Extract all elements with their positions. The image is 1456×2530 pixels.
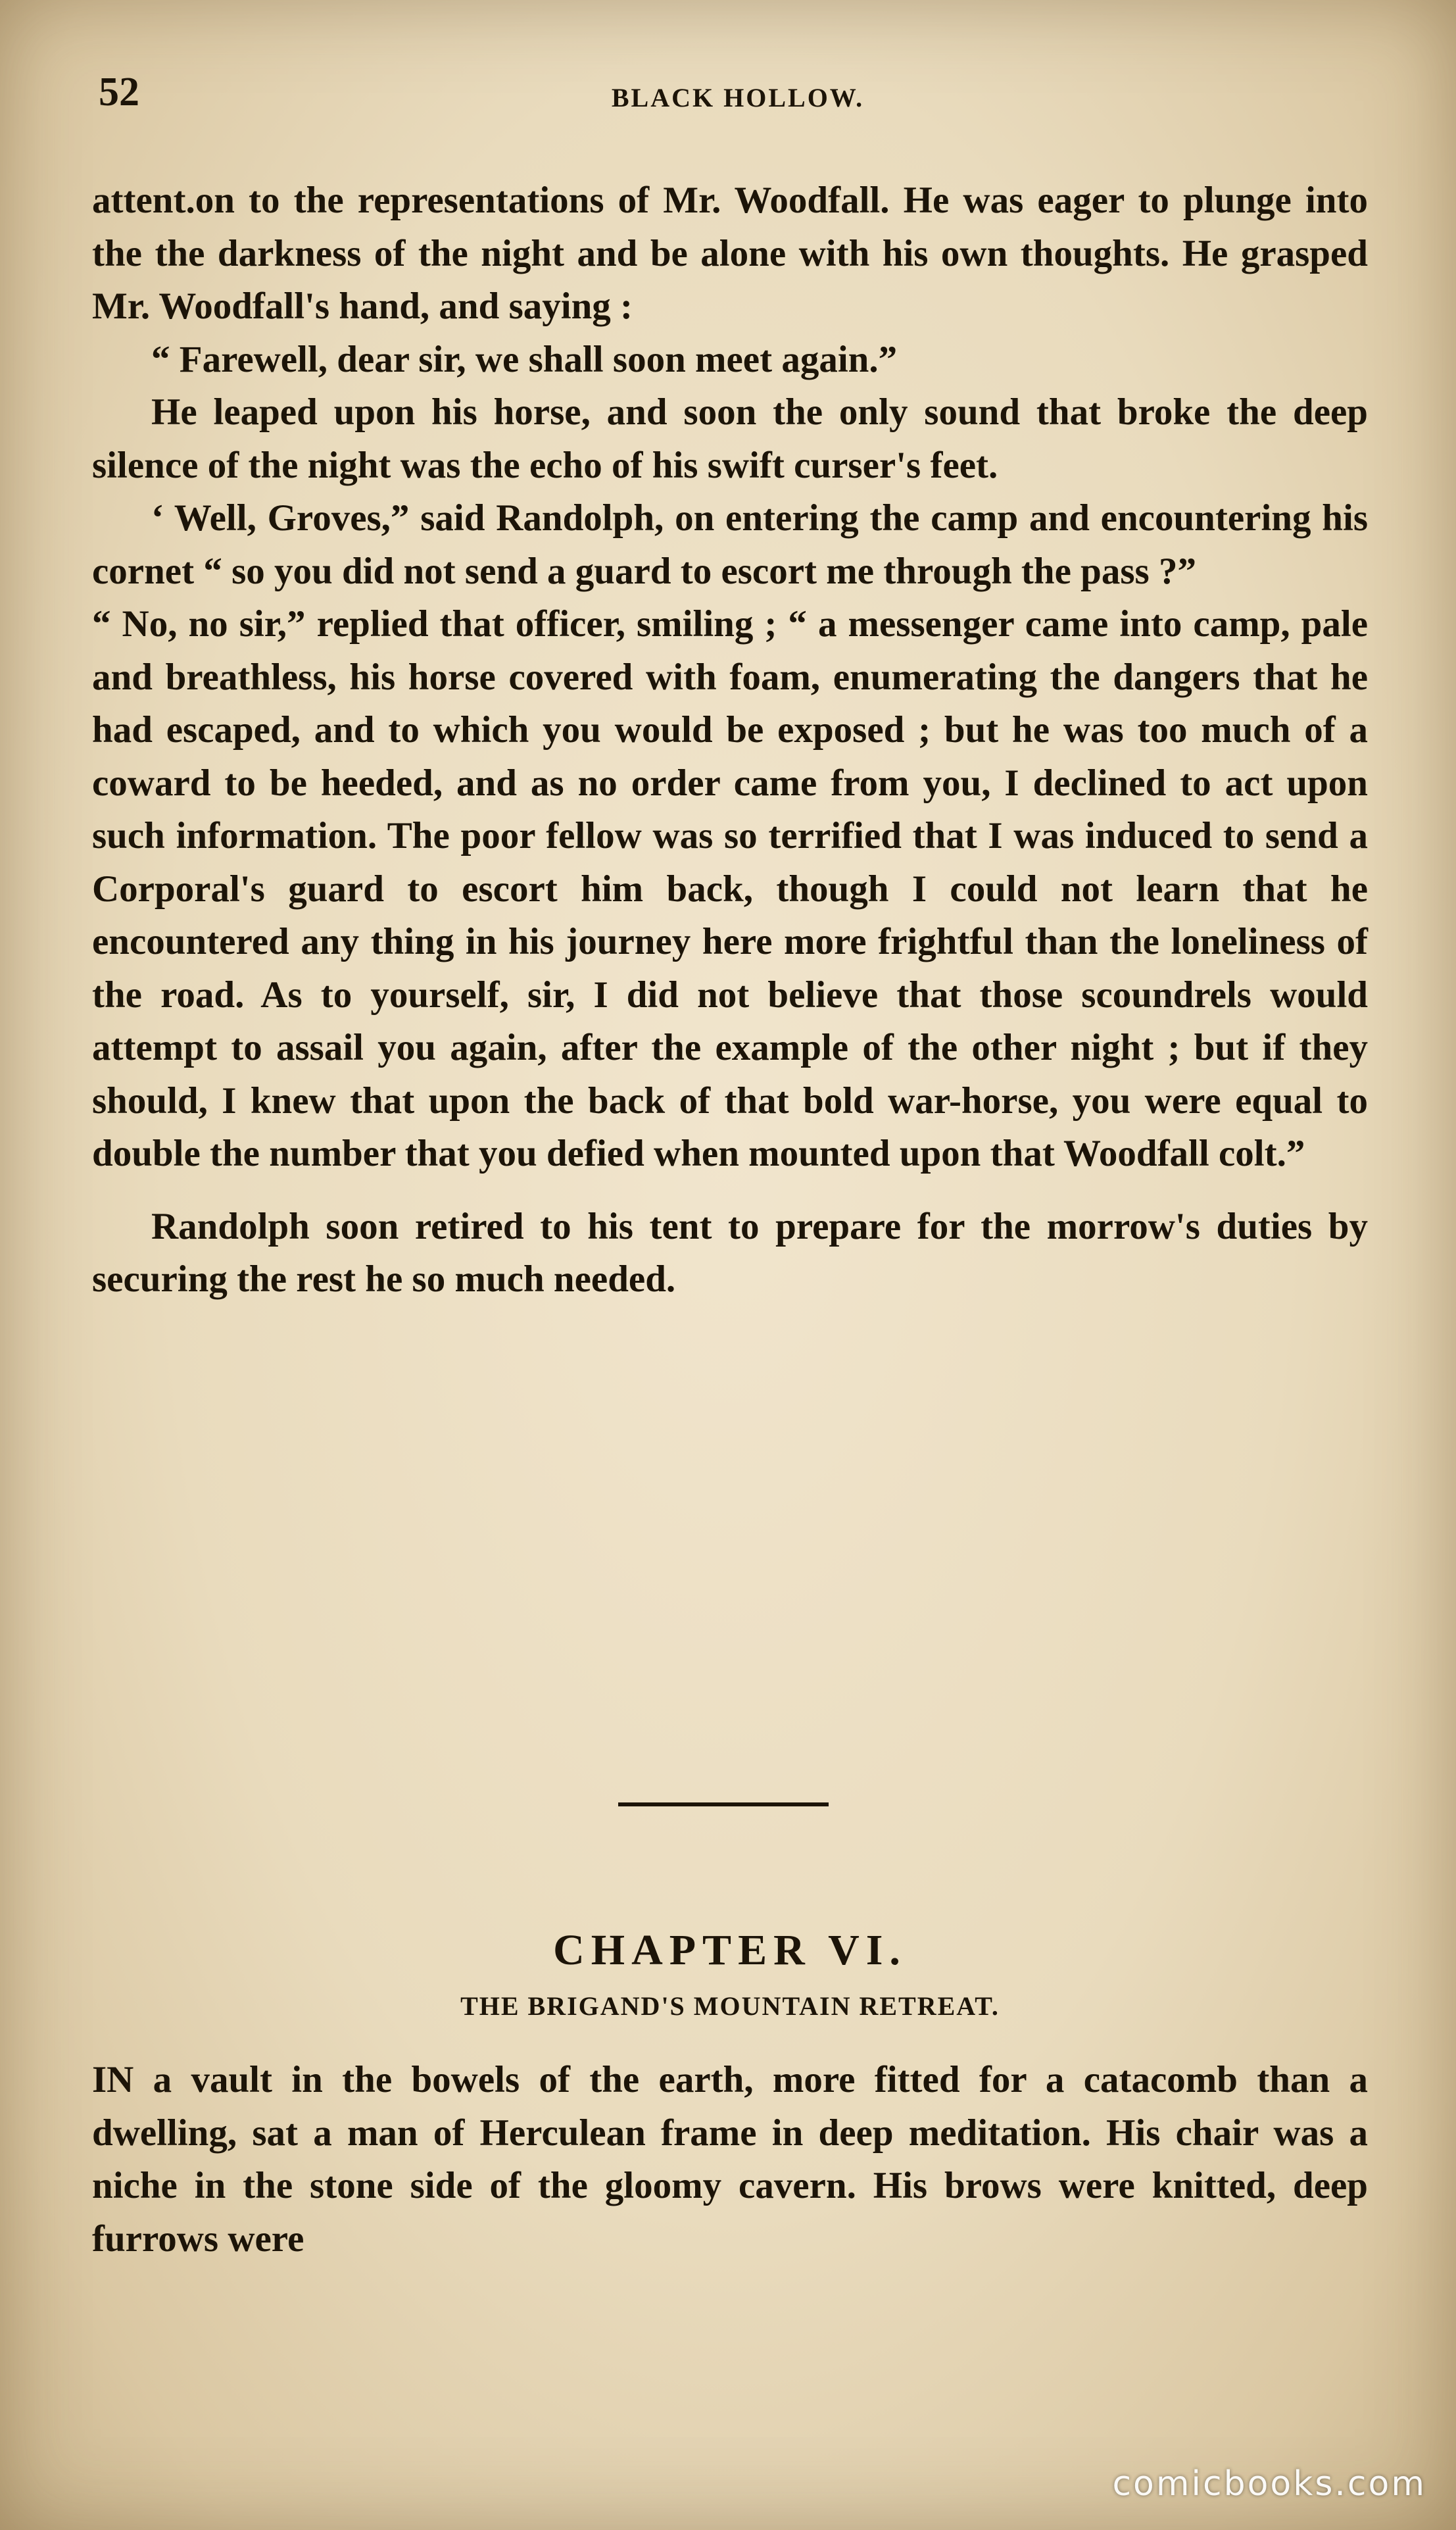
page-number: 52: [99, 70, 139, 114]
page-header: [99, 69, 1377, 122]
paragraph: “ Farewell, dear sir, we shall soon meet again.”: [151, 338, 898, 380]
chapter-section: [92, 1921, 1368, 2266]
paragraph: attent.on to the representations of Mr. Woodfall. He was eager to plunge into the the darkness of the night and be alone with his own thoughts. He grasped Mr. Woodfall's hand, and saying :: [92, 180, 1368, 327]
paragraph: ‘ Well, Groves,” said Randolph, on entering the camp and encountering his cornet “ so you did not send a guard to escort me through the pass ?”: [92, 497, 1368, 592]
running-head: BLACK HOLLOW.: [611, 83, 865, 112]
paragraph: “ No, no sir,” replied that officer, smiling ; “ a messenger came into camp, pale and breathless, his horse covered with foam, enumerating the dangers that he had escaped, and to which you would be exposed ; but he was too much of a coward to be heeded, and as no order came from you, I declined to act upon such information. The poor fellow was so terrified that I was induced to send a Corporal's guard to escort him back, though I could not learn that he encountered any thing in his journey here more frightful than the loneliness of the road. As to yourself, sir, I did not believe that those scoundrels would attempt to assail you again, after the example of the other night ; but if they should, I knew that upon the back of that bold war-horse, you were equal to double the number that you defied when mounted upon that Woodfall colt.”: [92, 603, 1368, 1174]
paragraph: Randolph soon retired to his tent to prepare for the morrow's duties by securing the rest he so much needed.: [92, 1205, 1368, 1300]
chapter-subtitle: THE BRIGAND'S MOUNTAIN RETREAT.: [460, 1991, 1000, 2021]
section-divider: [618, 1802, 829, 1806]
chapter-opening-paragraph: IN a vault in the bowels of the earth, more fitted for a catacomb than a dwelling, sat a man of Herculean frame in deep meditation. His chair was a niche in the stone side of the gloomy cavern. His brows were knitted, deep furrows were: [92, 2059, 1368, 2260]
paragraph: He leaped upon his horse, and soon the only sound that broke the deep silence of the night was the echo of his swift curser's feet.: [92, 391, 1368, 486]
watermark: comicbooks.com: [1112, 2464, 1426, 2504]
body-text: [92, 174, 1368, 1306]
chapter-title: CHAPTER VI.: [553, 1926, 907, 1974]
